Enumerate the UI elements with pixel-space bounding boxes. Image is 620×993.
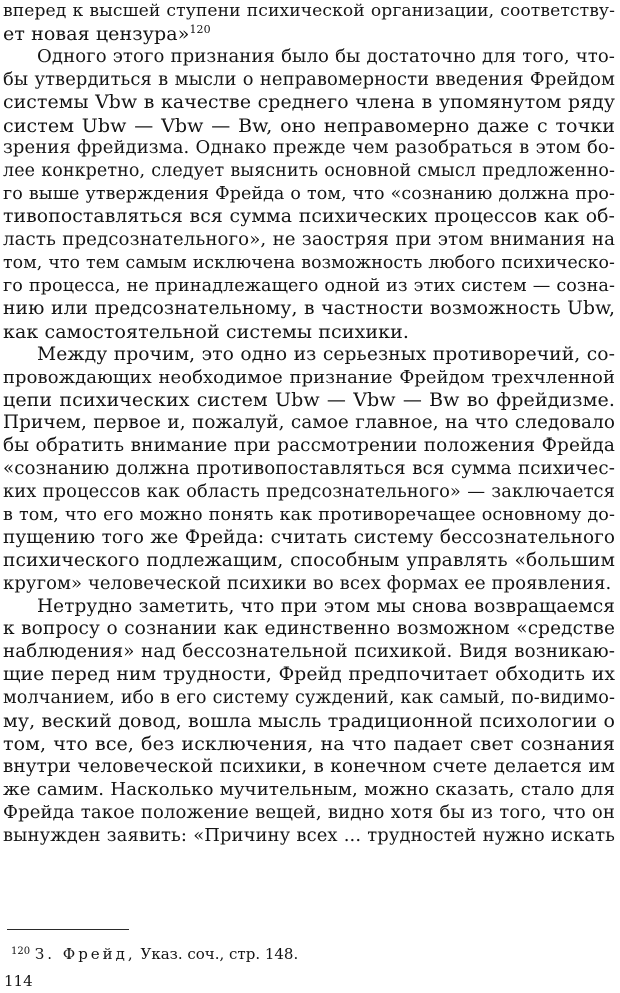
text-line: том, что тем самым исключена возможность любого психическо-	[3, 252, 615, 273]
text-line: вперед к высшей ступени психической организации, соответству-	[3, 1, 615, 21]
page-body-text	[3, 0, 615, 848]
paragraph-2	[3, 46, 615, 344]
text-line: зрения фрейдизма. Однако прежде чем разобраться в этом бо-	[3, 137, 615, 159]
text-line: нию или предсознательному, в частности возможность Ubw,	[3, 297, 615, 319]
text-line: «сознанию должна противопоставляться вся сумма психичес-	[3, 458, 615, 480]
text-line: ких процессов как область предсознательного» — заключается	[3, 481, 615, 503]
footnote	[11, 943, 298, 963]
text-line: же самим. Насколько мучительным, можно сказать, стало для	[3, 778, 615, 800]
text-line: внутри человеческой психики, в конечном счете делается им	[3, 755, 615, 777]
text-line: ласть предсознательного», не заостряя при этом внимания на	[3, 229, 615, 251]
text-line: му, веский довод, вошла мысль традиционной психологии о	[3, 710, 615, 733]
text-line: психического подлежащим, способным управлять «большим	[3, 549, 615, 571]
text-line: Нетрудно заметить, что при этом мы снова возвращаемся	[37, 595, 615, 617]
text-line: Причем, первое и, пожалуй, самое главное, на что следовало	[3, 412, 615, 434]
text-line: го выше утверждения Фрейда о том, что «сознанию должна про-	[3, 184, 615, 205]
footnote-author: З. Фрейд,	[34, 945, 136, 963]
text-line: ет новая цензура»	[3, 22, 190, 45]
footnote-number: 120	[11, 946, 31, 957]
text-line: системы Vbw в качестве среднего члена в упомянутом ряду	[3, 91, 615, 113]
text-line: Между прочим, это одно из серьезных противоречий, со-	[37, 343, 615, 365]
text-line: том, что все, без исключения, на что падает свет сознания	[3, 733, 615, 755]
paragraph-4	[3, 596, 615, 848]
footnote-text: Указ. соч., стр. 148.	[140, 945, 299, 963]
text-line: бы утвердиться в мысли о неправомерности введения Фрейдом	[3, 68, 615, 90]
page-number: 114	[4, 972, 33, 990]
text-line: пущению того же Фрейда: считать систему бессознательного	[3, 526, 615, 548]
text-line-with-footnote-ref	[3, 23, 615, 46]
text-line: цепи психических систем Ubw — Vbw — Bw во фрейдизме.	[3, 389, 615, 412]
text-line: бы обратить внимание при рассмотрении положения Фрейда	[3, 435, 615, 457]
text-line: к вопросу о сознании как единственно возможном «средстве	[3, 618, 615, 640]
footnote-divider	[7, 929, 129, 930]
text-line: Одного этого признания было бы достаточно для того, что-	[37, 45, 615, 67]
text-line: в том, что его можно понять как противоречащее основному до-	[3, 504, 615, 525]
text-line: систем Ubw — Vbw — Bw, оно неправомерно даже с точки	[3, 114, 615, 137]
text-line: щие перед ним трудности, Фрейд предпочитает обходить их	[3, 664, 615, 686]
text-line: провождающих необходимое признание Фрейдом трехчленной	[3, 366, 615, 388]
footnote-reference: 120	[189, 22, 211, 36]
text-line: молчанием, ибо в его систему суждений, как самый, по-видимо-	[3, 688, 615, 709]
text-line: вынужден заявить: «Причину всех ... трудностей нужно искать	[3, 824, 615, 846]
text-line: лее конкретно, следует выяснить основной смысл предложенно-	[3, 161, 615, 182]
text-line: кругом» человеческой психики во всех формах ее проявления.	[3, 572, 612, 594]
text-line: наблюдения» над бессознательной психикой. Видя возникаю-	[3, 641, 615, 663]
text-line: как самостоятельной системы психики.	[3, 320, 410, 343]
text-line: го процесса, не принадлежащего одной из этих систем — созна-	[3, 275, 615, 296]
text-line: Фрейда такое положение вещей, видно хотя бы из того, что он	[3, 801, 615, 823]
text-line: тивопоставляться вся сумма психических процессов как об-	[3, 206, 615, 228]
paragraph-3	[3, 344, 615, 596]
paragraph-1	[3, 0, 615, 46]
